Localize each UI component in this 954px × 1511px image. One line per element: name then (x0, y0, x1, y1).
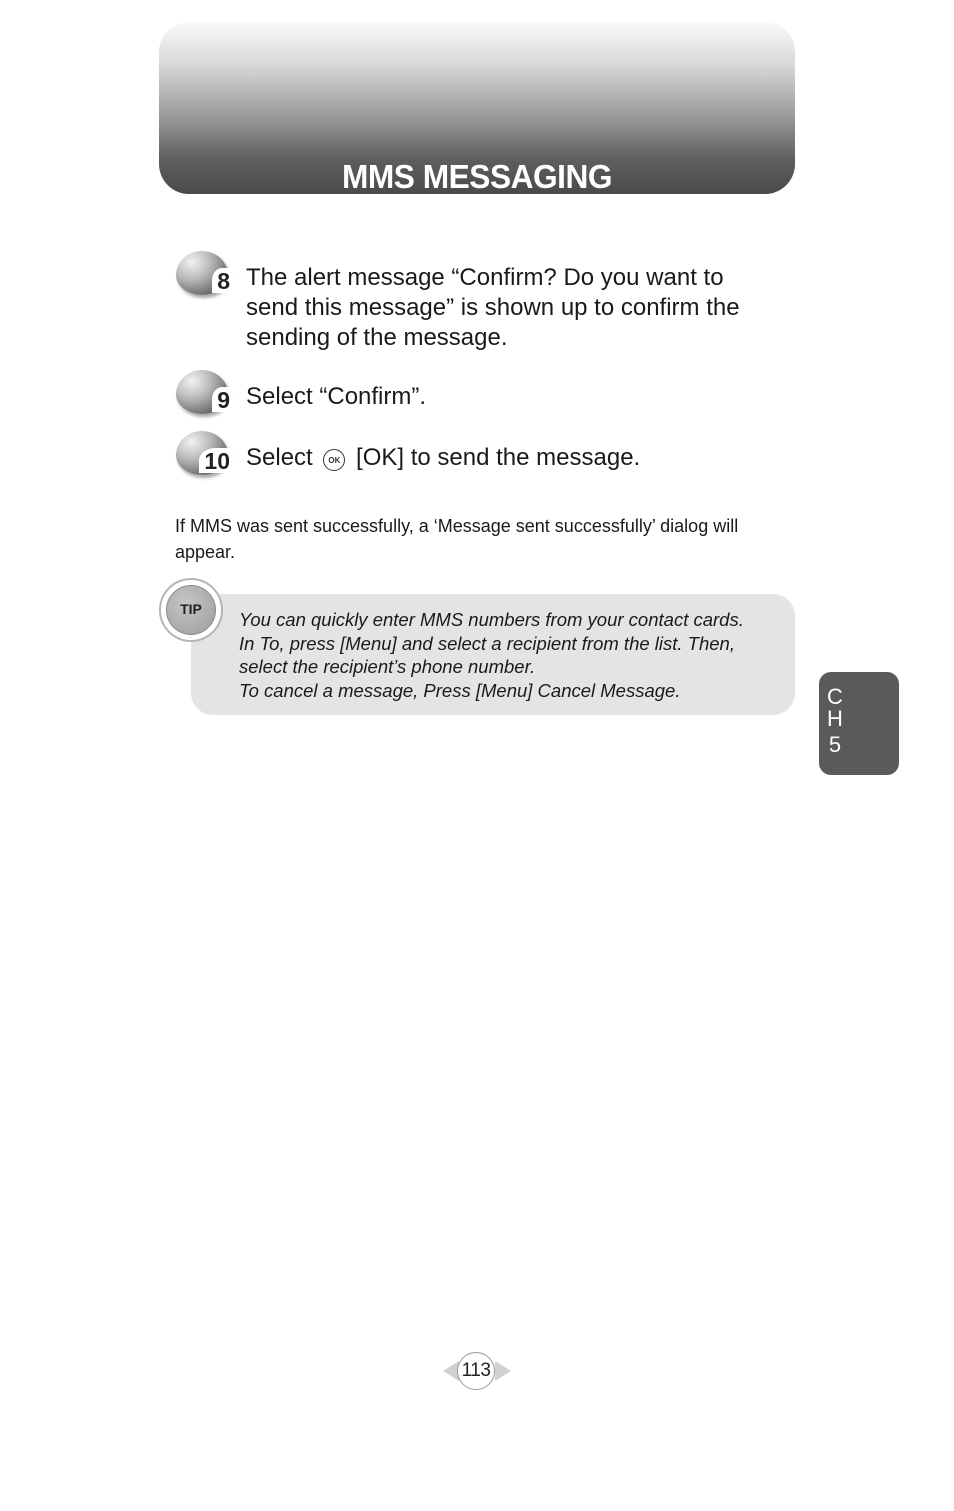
step-number: 8 (212, 268, 232, 293)
tip-line: select the recipient’s phone number. (239, 656, 536, 678)
step-text-line: sending of the message. (246, 324, 508, 351)
tip-badge-label: TIP (180, 601, 202, 617)
step-number-badge (174, 251, 230, 297)
chapter-letter-h: H (827, 706, 843, 731)
ok-key-icon: OK (323, 449, 345, 471)
chapter-letter-c: C (827, 684, 843, 709)
step-text: Select “Confirm”. (246, 383, 427, 410)
page-number-badge (439, 1352, 515, 1390)
note-line: appear. (175, 542, 236, 562)
step-number-badge (174, 431, 230, 477)
step-number: 10 (199, 448, 232, 473)
tip-box (191, 594, 795, 715)
step-text-line: send this message” is shown up to confirm the (246, 294, 740, 321)
chapter-tab-label (825, 686, 845, 756)
page-number-wing-right (495, 1361, 511, 1381)
step-text-line: The alert message “Confirm? Do you want to (246, 264, 724, 291)
step-text-before: Select (246, 444, 313, 471)
page-header-banner (159, 22, 795, 194)
page-number: 113 (457, 1352, 495, 1390)
tip-text (239, 608, 784, 703)
note-line: If MMS was sent successfully, a ‘Message sent successfully’ dialog will (175, 516, 739, 536)
tip-line: In To, press [Menu] and select a recipient from the list. Then, (239, 632, 735, 654)
success-note (175, 513, 795, 565)
step-number: 9 (212, 387, 232, 412)
chapter-tab (819, 672, 899, 775)
step-number-badge (174, 370, 230, 416)
step-text (246, 263, 806, 353)
chapter-number: 5 (828, 732, 842, 757)
tip-line: To cancel a message, Press [Menu] Cancel Message. (239, 680, 681, 702)
step-text-after: [OK] to send the message. (356, 444, 641, 471)
tip-line: You can quickly enter MMS numbers from your contact cards. (239, 609, 744, 630)
tip-badge-icon (159, 578, 223, 642)
page-title: MMS MESSAGING (341, 158, 613, 195)
step-text (246, 443, 806, 473)
